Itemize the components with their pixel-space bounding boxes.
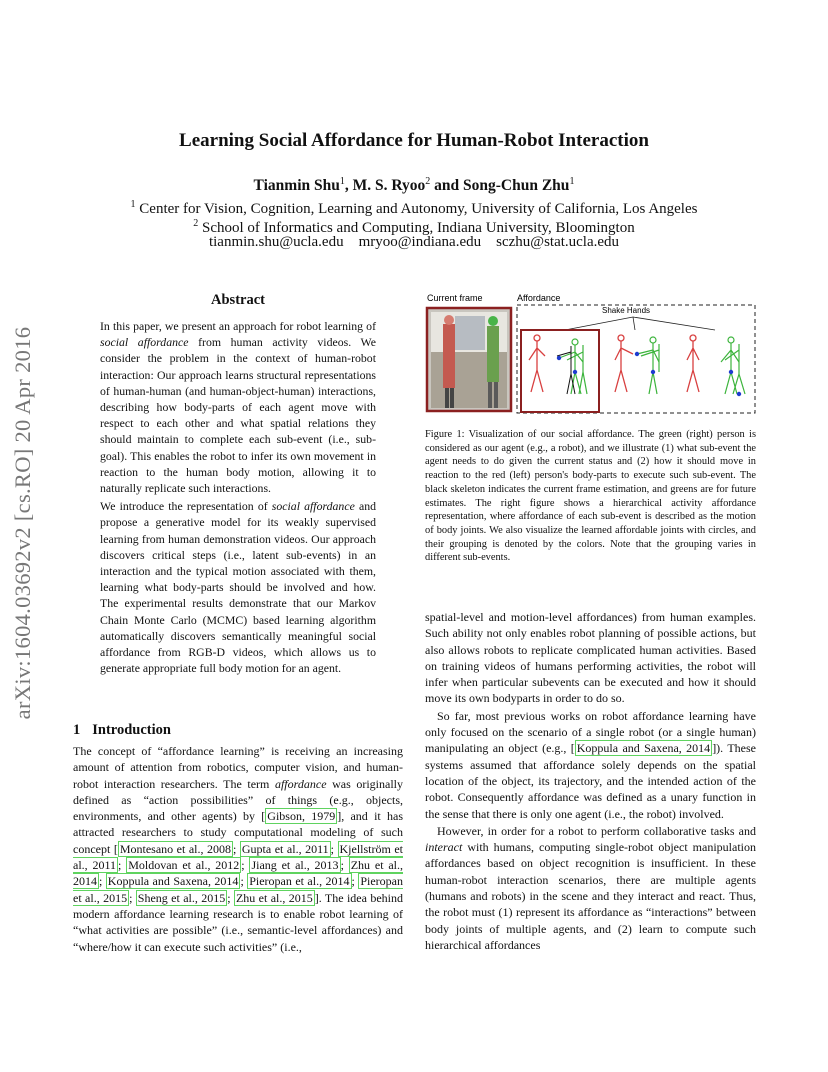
right-column-body: [425, 609, 756, 953]
citation-gupta[interactable]: Gupta et al., 2011: [241, 841, 329, 856]
citation-koppula-saxena[interactable]: Koppula and Saxena, 2014: [576, 741, 711, 756]
figure-label-current-frame: Current frame: [427, 293, 483, 303]
section-heading-introduction: [73, 722, 171, 739]
current-frame-photo: [427, 308, 511, 411]
abstract-p1-text-a: In this paper, we present an approach for robot learning of: [100, 319, 376, 333]
citation-zhu-2014[interactable]: Zhu et al., 2014: [73, 858, 403, 889]
intro-text-4: ]. The idea behind modern affordance learning research is to enable robot learning of “what activities are possible” (i.e., semantic-level affordances) and “where/how it can execute such activities” (i.e.,: [73, 890, 403, 954]
figure-label-shake-hands: Shake Hands: [602, 306, 651, 315]
abstract-paragraph-2: [100, 498, 376, 676]
citation-jiang[interactable]: Jiang et al., 2013: [251, 858, 339, 873]
author-emails: tianmin.shu@ucla.edu mryoo@indiana.edu sczhu@stat.ucla.edu: [208, 234, 620, 250]
introduction-body: [73, 743, 403, 955]
author-3-sup: 1: [569, 176, 575, 187]
affiliation-2-text: School of Informatics and Computing, Indiana University, Bloomington: [202, 220, 635, 236]
intro-text-2: was originally defined as “action possibilities” of things (e.g., objects, environments, and other agents) by [: [73, 776, 404, 824]
subevent-3-skeletons: [687, 335, 745, 396]
figure-1-graphic: [425, 290, 760, 420]
affiliation-2-sup: 2: [193, 218, 199, 229]
author-1: Tianmin Shu: [253, 177, 340, 195]
right-p2-text-a: So far, most previous works on robot affordance learning have only focused on the scenario of a single robot (or a single human) manipulating an object (e.g., [: [425, 708, 756, 756]
abstract-p2-text-b: and propose a generative model for its weakly supervised learning from human demonstration videos. Our approach discovers critical steps (i.e., latent sub-events) in an interaction and the typical motion associated with them, learning what body-parts should be involved and how. The experimental results demonstrate that our Markov Chain Monte Carlo (MCMC) based learning algorithm automatically discovers semantically meaningful social affordance from RGB-D videos, which allows us to generate appropriate full body motion for an agent.: [100, 499, 376, 676]
intro-text-3: ], and it has attracted researchers to study computational modeling of such concept [: [73, 809, 403, 856]
citation-koppula-2014[interactable]: Koppula and Saxena, 2014: [107, 874, 239, 889]
right-p3-text-b: with humans, computing single-robot object manipulation affordances based on object recognition is insufficient. In these human-robot interaction scenarios, there are multiple agents (humans and robots) in the scene and they interact and react. Thus, the robot must (1) represent its affordance as “interactions” between body joints of multiple agents, and (2) learn to compute such hierarchical affordances: [425, 840, 756, 952]
citation-sheng[interactable]: Sheng et al., 2015: [137, 890, 226, 905]
citation-moldovan[interactable]: Moldovan et al., 2012: [128, 858, 240, 873]
right-p2-text-b: ]). These systems assumed that affordance solely depends on the spatial location of the object, its trajectory, and the intended action of the robot. Consequently affordance was defined as a unary function in the sense that there is only one agent (i.e., the robot) involved.: [425, 741, 756, 821]
figure-1: [425, 290, 760, 420]
intro-emphasis-affordance: affordance: [274, 776, 327, 791]
citation-pieropan-2014[interactable]: Pieropan et al., 2014: [249, 874, 350, 889]
figure-label-affordance: Affordance: [517, 293, 561, 303]
hierarchy-edge-3: [633, 317, 715, 330]
abstract-p2-emphasis: social affordance: [271, 499, 355, 514]
subevent-1-skeletons: [521, 330, 599, 412]
citation-pieropan-2015[interactable]: Pieropan et al., 2015: [73, 874, 403, 905]
author-sep-1: ,: [344, 177, 353, 195]
right-p3-emphasis: interact: [425, 840, 463, 855]
paper-title: Learning Social Affordance for Human-Robot Interaction: [179, 130, 649, 151]
citation-zhu-2015[interactable]: Zhu et al., 2015: [235, 890, 313, 905]
abstract-p1-text-b: from human activity videos. We consider the problem in the context of human-robot interaction: Our approach learns structural representations of human-human (and human-object-human) interactions, describing how body-parts of each agent move with respect to each other and what spatial relations they should maintain to complete each sub-event (i.e., sub-goal). This enables the robot to infer its own movement in reaction to the human body motion, allowing it to naturally replicate such interactions.: [100, 335, 376, 496]
right-p3-text-a: However, in order for a robot to perform collaborative tasks and: [437, 823, 756, 838]
intro-text-1: The concept of “affordance learning” is receiving an increasing amount of attention from robotics, computer vision, and human-robot interaction researchers. The term: [73, 744, 403, 791]
right-paragraph-1: spatial-level and motion-level affordances) from human examples. Such ability not only enables robot planning of possible actions, but also allows robots to replicate complicated human activities. Based on training videos of humans performing activities, the robot will infer when particular subevents can be executed and how it should move its own bodyparts in order to do so.: [425, 610, 756, 706]
abstract-p2-text-a: We introduce the representation of: [100, 499, 272, 514]
affordance-dashed-box: [517, 305, 755, 413]
abstract-body: [100, 318, 376, 676]
author-1-sup: 1: [339, 176, 345, 187]
hierarchy-edge-2: [633, 317, 635, 330]
citation-gibson[interactable]: Gibson, 1979: [267, 809, 336, 824]
intro-paragraph-1: The concept of “affordance learning” is receiving an increasing amount of attention from robotics, computer vision, and human-robot interaction researchers. The term affordance was originally defined as “action possibilities” of things (e.g., objects, environments, and other agents) by [ Gibson, 1979 ], and it has attracted researchers to study computational modeling of such concept [ Montesano et al., 2008 ; Gupta et al., 2011 ; Kjellström et al., 2011 ; Moldovan et al., 2012 ; Jiang et al., 2013 ; Zhu et al., 2014 ; Koppula and Saxena, 2014 ; Pieropan et al., 2014 ; Pieropan et al., 2015 ; Sheng et al., 2015 ; Zhu et al., 2015 ]. The idea behind modern affordance learning research is to enable robot learning of “what activities are possible” (i.e., semantic-level affordances) and “where/how it can execute such activities” (i.e.,: [73, 744, 404, 954]
affiliation-1-text: Center for Vision, Cognition, Learning and Autonomy, University of California, Los Angeles: [139, 201, 698, 217]
abstract-p1-emphasis: social affordance: [100, 335, 189, 350]
arxiv-stamp-text: arXiv:1604.03692v2 [cs.RO] 20 Apr 2016: [10, 326, 35, 720]
arxiv-stamp: [3, 288, 43, 758]
section-title: Introduction: [92, 722, 171, 738]
figure-1-caption: Figure 1: Visualization of our social affordance. The green (right) person is considered as our agent (e.g., a robot), and we illustrate (1) what sub-event the agent needs to do given the current status and (2) how it should move in reaction to the red (left) person's body-parts to execute such sub-event. The black skeleton indicates the current frame estimation, and greens are for future estimates. The right figure shows a hierarchical activity affordance representation, where affordance of each sub-event is described as the motion of body joints. We also visualize the learned affordable joints with circles, and their grouping is denoted by the colors. Note that the grouping varies in different sub-events.: [425, 429, 756, 564]
abstract-heading: Abstract: [211, 292, 265, 308]
right-paragraph-3: [425, 823, 756, 953]
author-sep-2: and: [430, 177, 464, 195]
hierarchy-edge-1: [565, 317, 633, 330]
section-number: 1: [73, 722, 81, 738]
subevent-2-skeletons: [615, 335, 659, 394]
author-2-sup: 2: [425, 176, 431, 187]
abstract-paragraph-1: [100, 318, 376, 496]
author-2: M. S. Ryoo: [352, 177, 426, 195]
citation-montesano[interactable]: Montesano et al., 2008: [119, 841, 232, 856]
right-paragraph-2: [425, 708, 756, 822]
citation-kjellstrom[interactable]: Kjellström et al., 2011: [73, 841, 404, 873]
author-3: Song-Chun Zhu: [463, 177, 570, 195]
author-list: [0, 176, 828, 195]
affiliation-1-sup: 1: [130, 199, 136, 210]
